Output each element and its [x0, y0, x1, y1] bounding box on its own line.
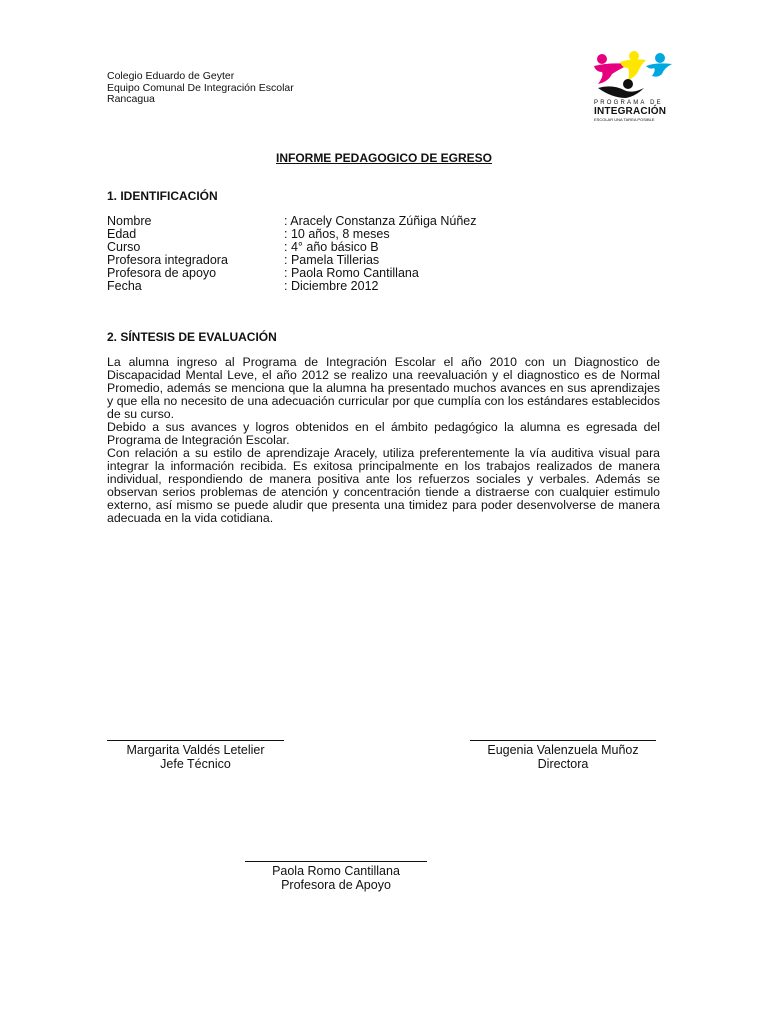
id-value: : 4° año básico B [284, 240, 379, 254]
id-label: Fecha [107, 279, 142, 293]
yellow-figure-icon [620, 51, 646, 80]
evaluation-paragraph: Con relación a su estilo de aprendizaje Aracely, utiliza preferentemente la vía auditiva visual para integrar la información recibida. Es exitosa principalmente en los trabajos realizados de manera individual, respondiendo de manera positiva ante los refuerzos sociales y verbales. Además se observan serios problemas de atención y concentración tiende a distraerse con cualquier estimulo externo, así mismo se puede aludir que presenta una timidez para poder desenvolverse de manera adecuada en la vida cotidiana. [107, 446, 660, 525]
id-label: Profesora de apoyo [107, 266, 217, 280]
section-identification-heading: 1. IDENTIFICACIÓN [107, 189, 218, 203]
id-label: Nombre [107, 214, 152, 228]
city-name: Rancagua [107, 93, 155, 105]
section-evaluation-heading: 2. SÍNTESIS DE EVALUACIÓN [107, 330, 277, 344]
signature-name: Paola Romo Cantillana [272, 864, 400, 878]
signature-line [245, 861, 427, 862]
id-value: : Diciembre 2012 [284, 279, 379, 293]
signature-technical-head [107, 740, 284, 771]
team-name: Equipo Comunal De Integración Escolar [107, 81, 294, 94]
evaluation-paragraph: La alumna ingreso al Programa de Integración Escolar el año 2010 con un Diagnostico de Discapacidad Mental Leve, el año 2012 se realizo una reevaluación y el diagnostico es de Normal Promedio, además se menciona que la alumna ha presentado muchos avances en sus aprendizajes y que ella no necesito de una adecuación curricular por que cumplía con los estándares establecidos de su curso. [107, 355, 660, 421]
signature-line [470, 740, 656, 741]
signature-support-teacher [245, 861, 427, 892]
id-value: : Pamela Tillerias [284, 253, 380, 267]
id-label: Edad [107, 227, 137, 241]
magenta-figure-icon [594, 54, 630, 84]
logo-program-label: PROGRAMA DE [594, 100, 663, 106]
logo-integration-label: INTEGRACIÓN [594, 106, 667, 117]
id-value: : 10 años, 8 meses [284, 227, 390, 241]
id-value: : Aracely Constanza Zúñiga Núñez [284, 214, 477, 228]
id-value: : Paola Romo Cantillana [284, 266, 419, 280]
black-figure-icon [598, 79, 644, 98]
identification-list [107, 215, 476, 293]
signature-role: Jefe Técnico [160, 756, 231, 771]
document-title: INFORME PEDAGOGICO DE EGRESO [275, 151, 493, 165]
signature-line [107, 740, 284, 741]
cyan-figure-icon [646, 53, 672, 77]
signature-director [470, 740, 656, 771]
id-row-date [107, 280, 476, 293]
evaluation-paragraph: Debido a sus avances y logros obtenidos en el ámbito pedagógico la alumna es egresada del Programa de Integración Escolar. [107, 420, 660, 447]
school-name: Colegio Eduardo de Geyter [107, 70, 235, 82]
signature-role: Profesora de Apoyo [281, 877, 391, 892]
school-header [107, 71, 294, 106]
id-label: Profesora integradora [107, 253, 228, 267]
signature-role: Directora [537, 756, 589, 771]
signature-name: Margarita Valdés Letelier [126, 743, 265, 757]
signature-name: Eugenia Valenzuela Muñoz [487, 743, 639, 757]
id-label: Curso [107, 240, 141, 254]
logo-tagline: ESCOLAR UNA TAREA POSIBLE [594, 117, 655, 122]
evaluation-summary [107, 356, 660, 525]
